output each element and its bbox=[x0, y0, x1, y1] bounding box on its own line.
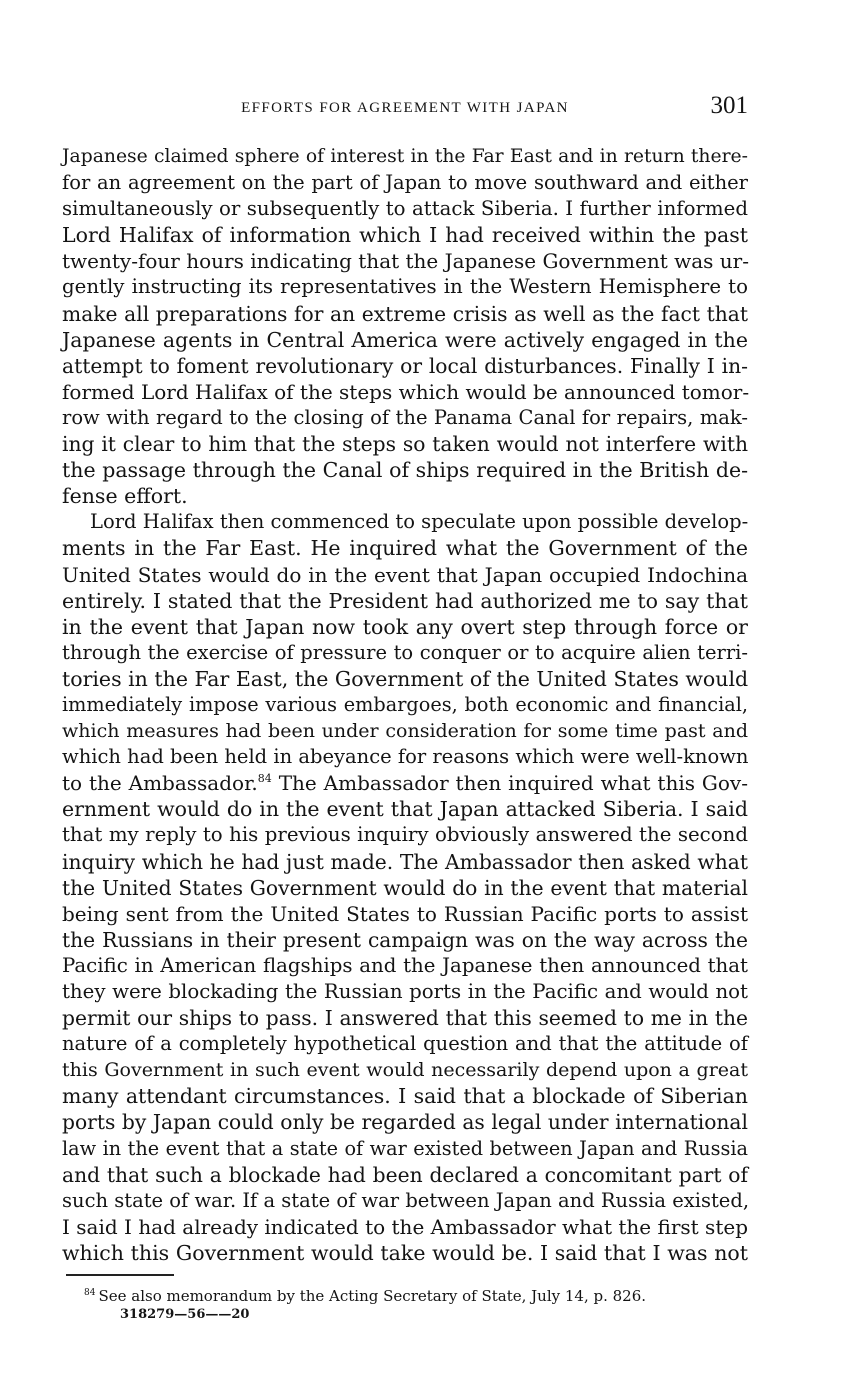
text-line: Lord Halifax then commenced to speculate upon possible develop- bbox=[90, 510, 749, 534]
text-line: ing it clear to him that the steps so taken would not interfere with bbox=[62, 432, 748, 457]
text-line: they were blockading the Russian ports in the Pacific and would not bbox=[62, 980, 748, 1003]
text-line: nature of a completely hypothetical question and that the attitude of bbox=[62, 1032, 748, 1056]
running-head bbox=[62, 92, 748, 126]
text-line: Japanese agents in Central America were actively engaged in the bbox=[62, 327, 748, 352]
text-line: I said I had already indicated to the Ambassador what the first step bbox=[62, 1214, 748, 1239]
text-line: Pacific in American flagships and the Japanese then announced that bbox=[62, 953, 748, 977]
print-code: 318279—56——20 bbox=[120, 1307, 250, 1322]
text-line: which measures had been under consideration for some time past and bbox=[62, 720, 748, 743]
text-line: this Government in such event would necessarily depend upon a great bbox=[62, 1059, 748, 1082]
text-line: entirely. I stated that the President had authorized me to say that bbox=[62, 588, 748, 613]
text-line: formed Lord Halifax of the steps which would be announced tomor- bbox=[62, 379, 750, 404]
text-line: ments in the Far East. He inquired what the Government of the bbox=[62, 536, 748, 561]
page-number: 301 bbox=[710, 92, 748, 119]
text-line: the Russians in their present campaign was on the way across the bbox=[62, 927, 748, 952]
text-line: United States would do in the event that Japan occupied Indochina bbox=[62, 562, 748, 587]
text-line: which had been held in abeyance for reasons which were well-known bbox=[62, 745, 749, 769]
text-line: the passage through the Canal of ships required in the British de- bbox=[62, 458, 748, 483]
text-line: which this Government would take would be. I said that I was not bbox=[62, 1240, 748, 1265]
text-line: being sent from the United States to Russian Pacific ports to assist bbox=[62, 901, 748, 926]
text-line: the United States Government would do in the event that material bbox=[62, 875, 748, 900]
text-line: fense effort. bbox=[62, 484, 188, 509]
text-line: law in the event that a state of war existed between Japan and Russia bbox=[62, 1136, 748, 1160]
text-line: such state of war. If a state of war between Japan and Russia existed, bbox=[62, 1188, 750, 1212]
text-line: and that such a blockade had been declared a concomitant part of bbox=[62, 1162, 748, 1187]
footnote-text: See also memorandum by the Acting Secretary of State, July 14, p. 826. bbox=[98, 1287, 647, 1305]
running-title: EFFORTS FOR AGREEMENT WITH JAPAN bbox=[241, 100, 569, 116]
footnote bbox=[84, 1286, 646, 1306]
text-line: simultaneously or subsequently to attack Siberia. I further informed bbox=[62, 197, 748, 221]
text-line: for an agreement on the part of Japan to move southward and either bbox=[62, 171, 748, 195]
text-line: Japanese claimed sphere of interest in the Far East and in return there- bbox=[62, 146, 748, 167]
text-line: permit our ships to pass. I answered that this seemed to me in the bbox=[62, 1006, 748, 1031]
text-line: Lord Halifax of information which I had received within the past bbox=[62, 223, 748, 248]
text-line: row with regard to the closing of the Panama Canal for repairs, mak- bbox=[62, 405, 748, 429]
text-line: immediately impose various embargoes, both economic and financial, bbox=[62, 692, 748, 716]
text-line: inquiry which he had just made. The Ambassador then asked what bbox=[62, 849, 748, 874]
text-line: in the event that Japan now took any overt step through force or bbox=[62, 614, 748, 639]
text-line: twenty-four hours indicating that the Japanese Government was ur- bbox=[62, 249, 749, 274]
text-line: that my reply to his previous inquiry obviously answered the second bbox=[62, 823, 748, 847]
text-line: ernment would do in the event that Japan attacked Siberia. I said bbox=[62, 797, 748, 822]
text-line: gently instructing its representatives in the Western Hemisphere to bbox=[62, 275, 748, 299]
text-line: make all preparations for an extreme crisis as well as the fact that bbox=[62, 301, 748, 326]
footnote-reference: 84 bbox=[257, 772, 272, 786]
text-segment: The Ambassador then inquired what this Gov- bbox=[271, 771, 748, 796]
text-segment: to the Ambassador. bbox=[62, 771, 258, 796]
text-line: ports by Japan could only be regarded as legal under international bbox=[62, 1110, 748, 1135]
text-line-with-footnote-ref bbox=[62, 770, 748, 796]
text-line: attempt to foment revolutionary or local disturbances. Finally I in- bbox=[62, 353, 748, 378]
footnote-mark: 84 bbox=[84, 1288, 96, 1298]
text-line: tories in the Far East, the Government of the United States would bbox=[62, 666, 749, 691]
text-line: through the exercise of pressure to conquer or to acquire alien terri- bbox=[62, 640, 748, 664]
footnote-divider bbox=[66, 1274, 174, 1276]
text-line: many attendant circumstances. I said that a blockade of Siberian bbox=[62, 1084, 748, 1109]
body-text bbox=[62, 144, 748, 1266]
